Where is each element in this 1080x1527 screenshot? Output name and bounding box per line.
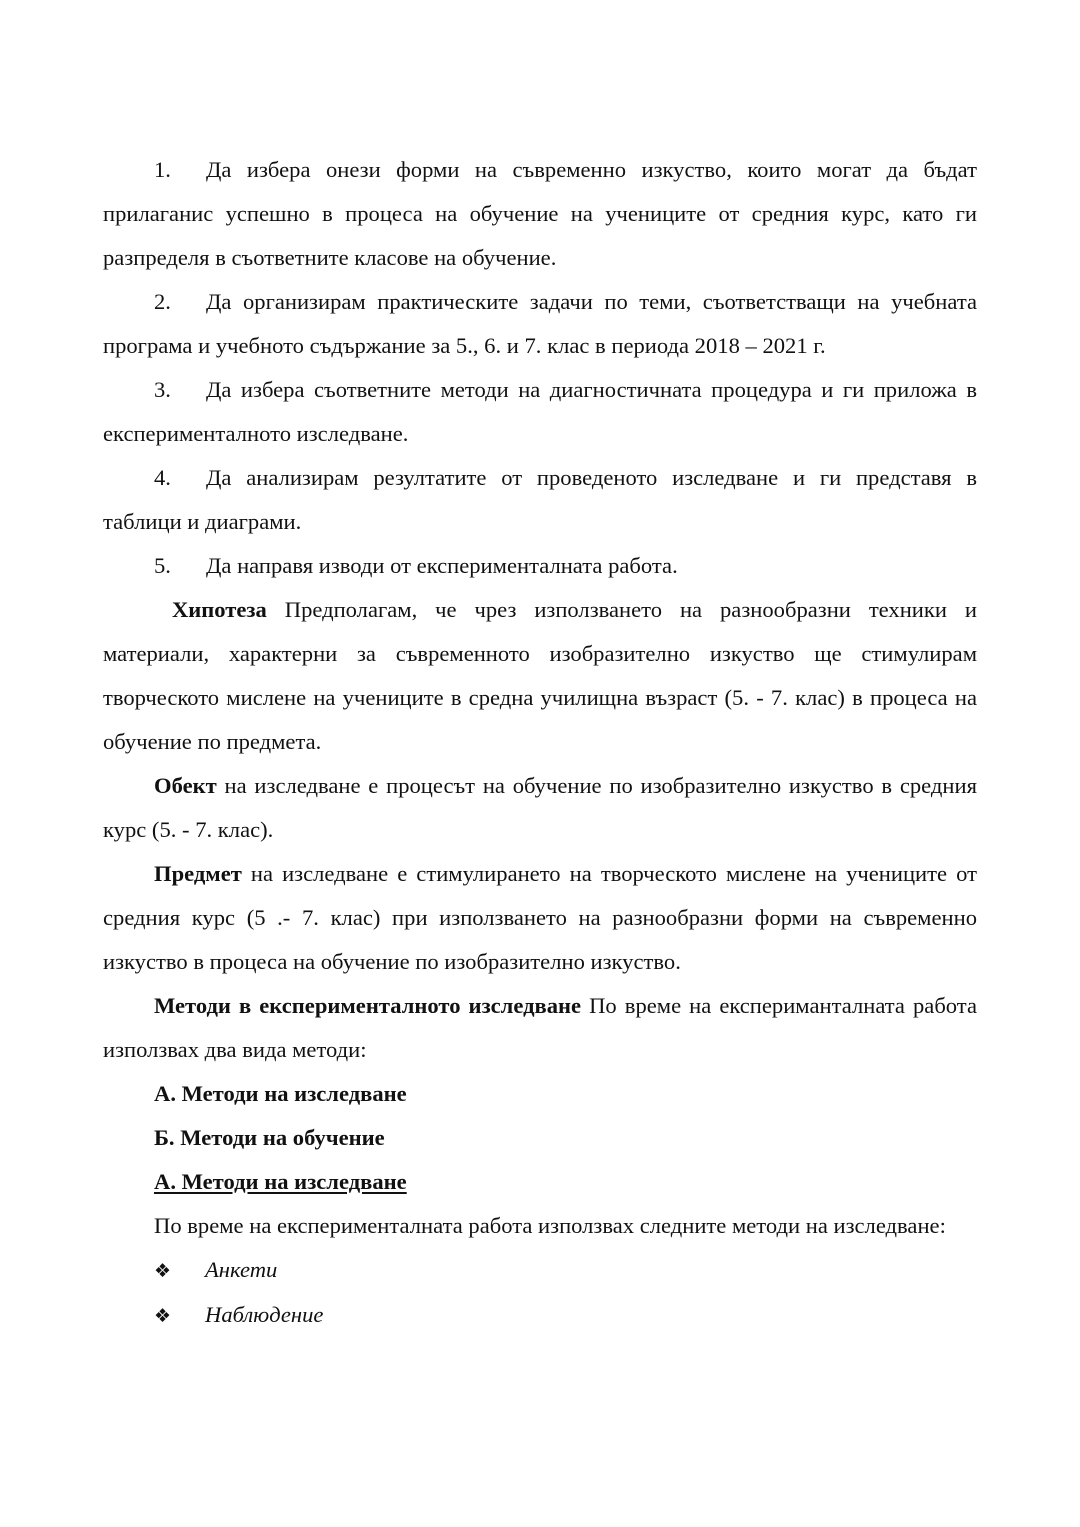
document-page — [103, 148, 977, 1338]
object-paragraph — [103, 764, 977, 852]
hypothesis-paragraph — [103, 588, 977, 764]
methods-paragraph — [103, 984, 977, 1072]
objective-text: Да избера онези форми на съвременно изкуство, които могат да бъдат прилаганис успешно в процеса на обучение на учениците от средния курс, като ги разпределя в съответните класове на обучение. — [103, 157, 977, 270]
research-intro-paragraph: По време на експерименталната работа използвах следните методи на изследване: — [154, 1213, 946, 1238]
bullet-item-observation — [103, 1293, 977, 1338]
hypothesis-text: Предполагам, че чрез използването на разнообразни техники и материали, характерни за съвременното изобразително изкуство ще стимулирам творческото мислене на учениците в средна училищна възраст (5. - 7. клас) в процеса на обучение по предмета. — [103, 597, 977, 754]
object-text: на изследване е процесът на обучение по изобразително изкуство в средния курс (5. - 7. клас). — [103, 773, 977, 842]
subject-label: Предмет — [154, 861, 242, 886]
objective-item-2 — [103, 280, 977, 368]
methods-label: Методи в експерименталното изследване — [154, 993, 582, 1018]
subject-paragraph — [103, 852, 977, 984]
section-heading-text: А. Методи на изследване — [154, 1169, 407, 1194]
objective-number: 5. — [154, 553, 171, 578]
objective-number: 2. — [154, 289, 171, 314]
objective-text: Да организирам практическите задачи по теми, съответстващи на учебната програма и учебното съдържание за 5., 6. и 7. клас в периода 2018 – 2021 г. — [103, 289, 977, 358]
bullet-text: Анкети — [205, 1257, 278, 1282]
object-label: Обект — [154, 773, 217, 798]
section-heading-research-methods — [103, 1160, 977, 1204]
heading-research-methods: А. Методи на изследване — [154, 1081, 407, 1106]
objective-text: Да анализирам резултатите от проведеното изследване и ги представя в таблици и диаграми. — [103, 465, 977, 534]
methods-text: По време на експериманталната работа използвах два вида методи: — [103, 993, 977, 1062]
objective-item-1 — [103, 148, 977, 280]
bullet-text: Наблюдение — [205, 1302, 324, 1327]
diamond-bullet-icon: ❖ — [154, 1260, 172, 1282]
subject-text: на изследване е стимулирането на творческото мислене на учениците от средния курс (5 .- 7. клас) при използването на разнообразни форми на съвременно изкуство в процеса на обучение по изобразително изкуство. — [103, 861, 977, 974]
objective-item-3 — [103, 368, 977, 456]
objective-item-5 — [103, 544, 977, 588]
objective-number: 4. — [154, 465, 171, 490]
objective-item-4 — [103, 456, 977, 544]
heading-teaching-methods: Б. Методи на обучение — [154, 1125, 385, 1150]
diamond-bullet-icon: ❖ — [154, 1305, 172, 1327]
objective-number: 3. — [154, 377, 171, 402]
objective-text: Да направя изводи от експерименталната работа. — [206, 553, 678, 578]
bullet-item-surveys — [103, 1248, 977, 1293]
objective-text: Да избера съответните методи на диагностичната процедура и ги приложа в експерименталното изследване. — [103, 377, 977, 446]
objective-number: 1. — [154, 157, 171, 182]
hypothesis-label: Хипотеза — [171, 597, 267, 622]
